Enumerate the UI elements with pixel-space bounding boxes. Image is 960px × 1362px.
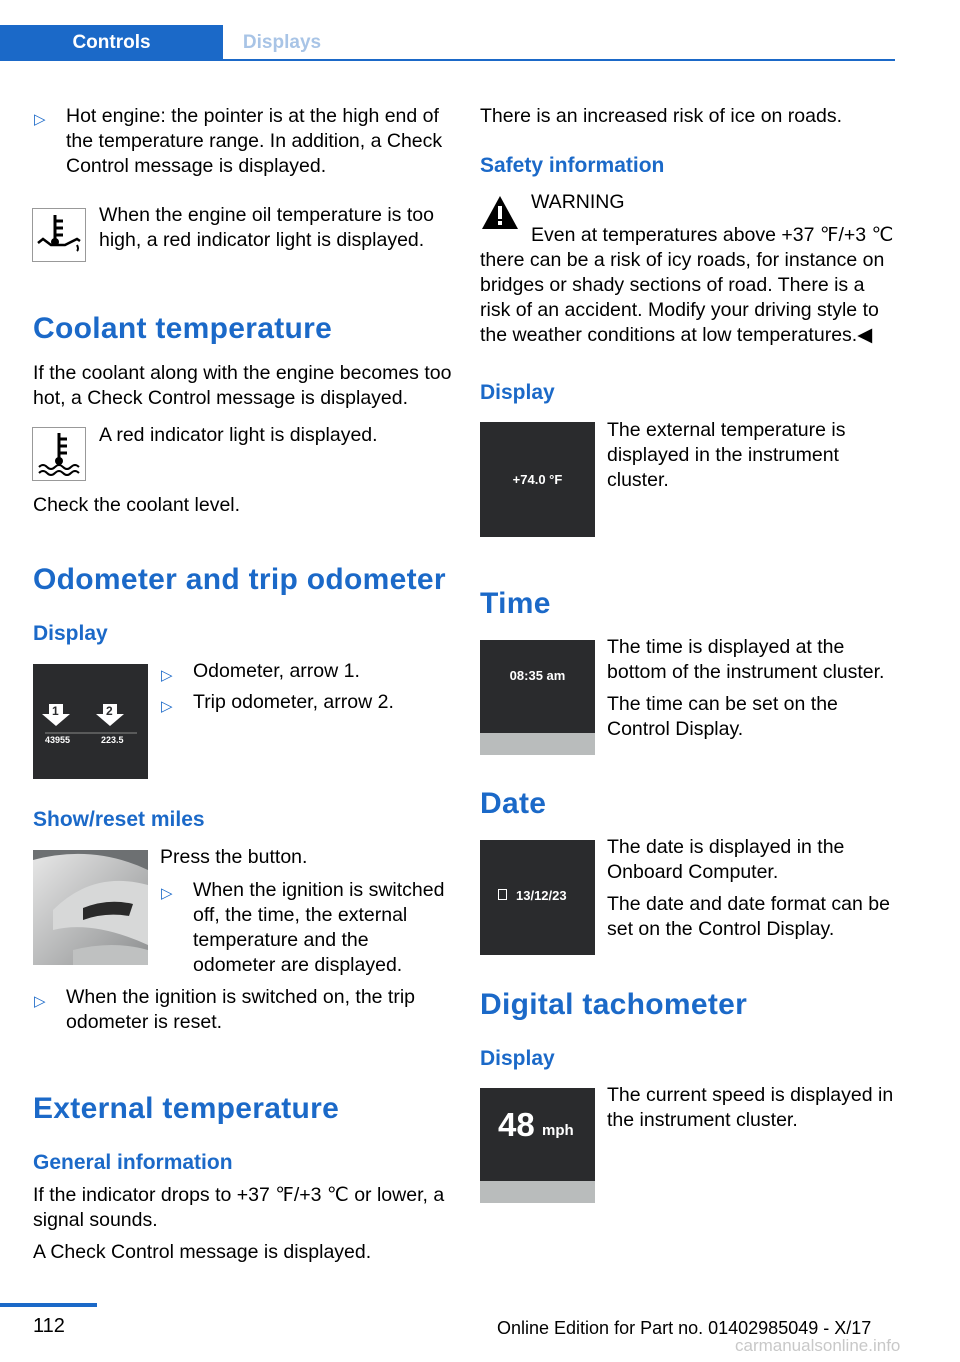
speed-value: 48: [498, 1106, 535, 1143]
watermark: carmanualsonline.info: [735, 1336, 901, 1355]
engine-oil-temp-icon: [32, 208, 86, 262]
trip-value: 223.5: [101, 735, 124, 745]
warning-label: WARNING: [531, 191, 625, 213]
calendar-icon: [498, 889, 507, 900]
arrow-1-label: 1: [52, 704, 59, 718]
external-temp-screen-image: [480, 422, 595, 537]
screen-strip: [480, 1181, 595, 1203]
date-screen-value: 13/12/23: [516, 888, 567, 903]
time-text-2: The time can be set on the Control Display.: [607, 693, 838, 740]
arrow-2-label: 2: [106, 704, 113, 718]
odometer-screen-image: [33, 664, 148, 779]
odometer-value: 43955: [45, 735, 71, 745]
date-heading: Date: [480, 787, 547, 820]
external-display-text: The external temperature is displayed in the instrument cluster.: [607, 419, 846, 491]
external-temp-heading: External temperature: [33, 1092, 340, 1125]
tachometer-text: The current speed is displayed in the instrument cluster.: [607, 1084, 894, 1131]
speed-screen-image: [480, 1088, 595, 1203]
coolant-light-text: A red indicator light is displayed.: [99, 424, 378, 446]
header-rule: [0, 59, 895, 61]
edition-text: Online Edition for Part no. 01402985049 - X/17: [497, 1318, 872, 1338]
coolant-text: If the coolant along with the engine becomes too hot, a Check Control message is displayed.: [33, 362, 452, 409]
tachometer-display-subheading: Display: [480, 1047, 555, 1070]
speed-unit: mph: [542, 1122, 574, 1139]
reset-button-photo: [33, 850, 148, 965]
display-subheading: Display: [480, 381, 555, 404]
reset-miles-heading: Show/reset miles: [33, 808, 205, 831]
header-tabs: [0, 25, 895, 61]
coolant-heading: Coolant temperature: [33, 312, 333, 345]
coolant-temp-icon: [32, 427, 86, 481]
screen-strip: [480, 733, 595, 755]
external-temp-text-2: A Check Control message is displayed.: [33, 1241, 372, 1263]
time-text-1: The time is displayed at the bottom of the instrument cluster.: [607, 636, 885, 683]
bullet-triangle-icon: ▷: [161, 885, 173, 902]
bullet-triangle-icon: ▷: [161, 698, 173, 715]
tachometer-heading: Digital tachometer: [480, 988, 748, 1021]
general-info-subheading: General information: [33, 1151, 233, 1174]
coolant-check-text: Check the coolant level.: [33, 494, 241, 516]
odometer-item-2: Trip odometer, arrow 2.: [193, 691, 394, 713]
page-number: 112: [33, 1315, 65, 1337]
date-text-2: The date and date format can be set on the Control Display.: [607, 893, 890, 940]
hot-engine-bullet: Hot engine: the pointer is at the high end of the temperature range. In addition, a Check Control message is displayed.: [66, 105, 443, 177]
footer-rule: [0, 1303, 97, 1307]
time-heading: Time: [480, 587, 551, 620]
reset-press-text: Press the button.: [160, 846, 308, 868]
bullet-triangle-icon: ▷: [161, 667, 173, 684]
external-temp-screen-value: +74.0 °F: [512, 472, 563, 487]
time-screen-image: [480, 640, 595, 755]
warning-text: Even at temperatures above +37 ℉/+3 ℃ there can be a risk of icy roads, for instance on bridges or shady sections of road. There is a risk of an accident. Modify your driving style to the weather conditions at low temperatures.◀: [480, 224, 894, 346]
date-screen-image: [480, 840, 595, 955]
reset-ignition-on-text: When the ignition is switched on, the trip odometer is reset.: [66, 986, 416, 1033]
time-screen-value: 08:35 am: [509, 668, 566, 683]
odometer-display-subheading: Display: [33, 622, 108, 645]
ice-risk-text: There is an increased risk of ice on roads.: [480, 105, 843, 127]
reset-ignition-off-text: When the ignition is switched off, the time, the external temperature and the odometer are displayed.: [193, 879, 445, 976]
bullet-triangle-icon: ▷: [34, 111, 46, 128]
external-temp-text-1: If the indicator drops to +37 ℉/+3 ℃ or lower, a signal sounds.: [33, 1184, 445, 1231]
date-text-1: The date is displayed in the Onboard Computer.: [607, 836, 845, 883]
odometer-item-1: Odometer, arrow 1.: [193, 660, 360, 682]
odometer-heading: Odometer and trip odometer: [33, 563, 446, 596]
oil-temp-text: When the engine oil temperature is too high, a red indicator light is displayed.: [99, 204, 434, 251]
safety-info-heading: Safety information: [480, 154, 665, 177]
tab-controls[interactable]: Controls: [0, 25, 223, 61]
bullet-triangle-icon: ▷: [34, 993, 46, 1010]
tab-displays[interactable]: Displays: [242, 32, 322, 53]
